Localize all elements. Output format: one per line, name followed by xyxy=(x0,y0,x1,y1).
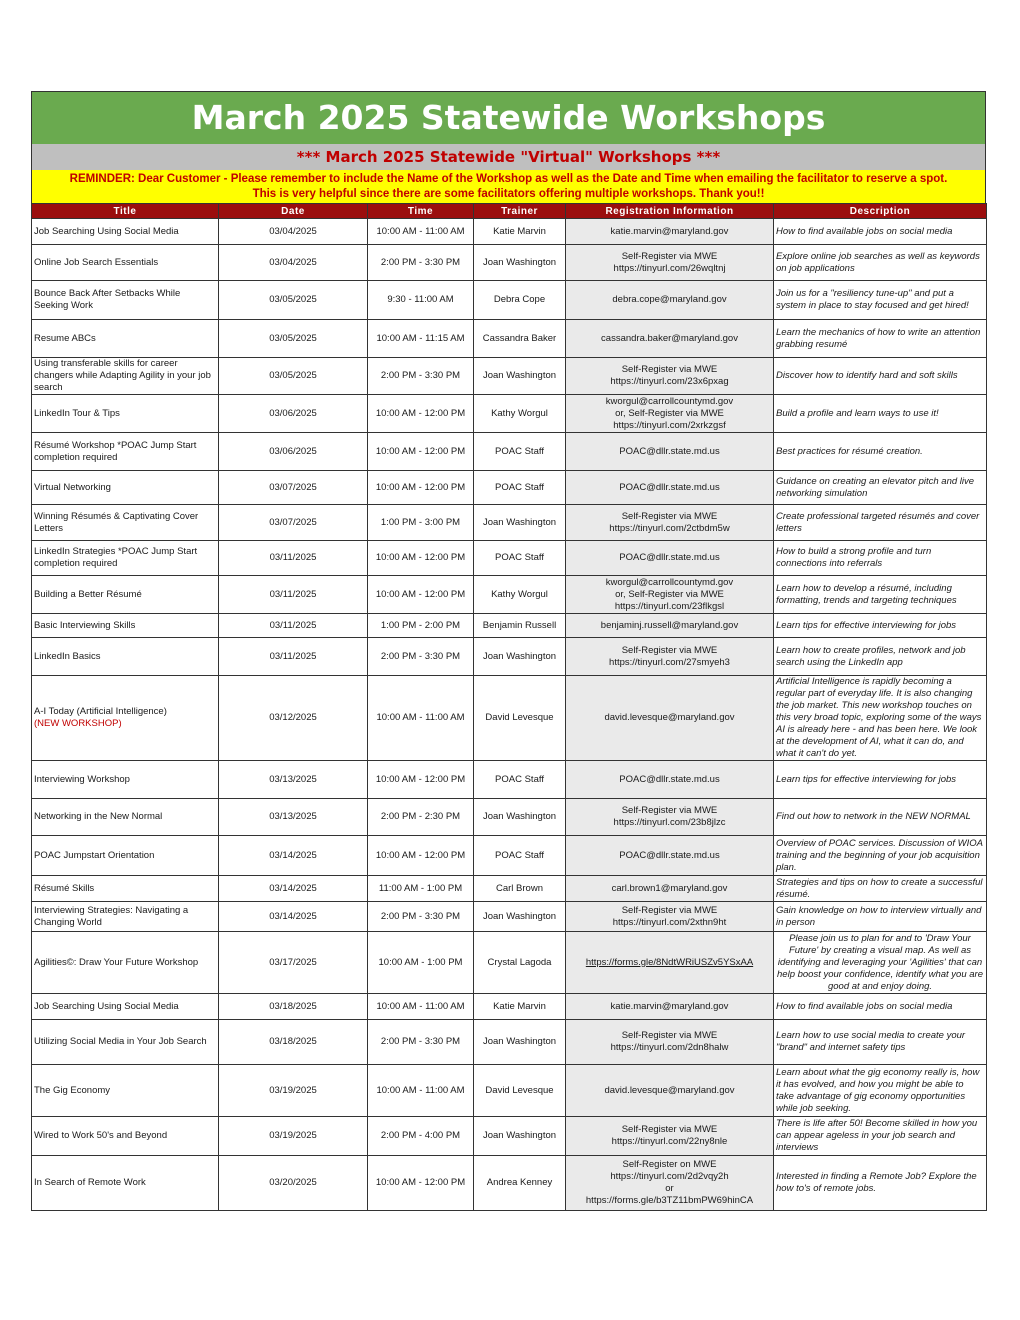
registration-text: or xyxy=(665,1183,674,1194)
registration-text: Self-Register via MWE xyxy=(621,644,718,656)
workshop-title: Résumé Workshop *POAC Jump Start completion required xyxy=(34,439,197,463)
registration-link[interactable]: https://forms.gle/8NdtWRiUSZv5YSxAA xyxy=(585,956,754,968)
cell-trainer: Joan Washington xyxy=(474,902,566,932)
cell-description: Strategies and tips on how to create a successful résumé. xyxy=(774,876,987,902)
workshop-title: POAC Jumpstart Orientation xyxy=(34,849,155,861)
reminder-banner xyxy=(31,170,986,203)
column-header-registration: Registration Information xyxy=(566,204,774,219)
cell-title xyxy=(32,281,219,320)
cell-title xyxy=(32,1156,219,1211)
cell-date: 03/05/2025 xyxy=(219,320,368,358)
registration-link[interactable]: kworgul@carrollcountymd.gov xyxy=(605,395,734,407)
registration-link[interactable]: POAC@dllr.state.md.us xyxy=(619,552,720,563)
registration-link[interactable]: https://tinyurl.com/27smyeh3 xyxy=(609,656,730,668)
cell-description: Guidance on creating an elevator pitch and live networking simulation xyxy=(774,471,987,505)
registration-link[interactable]: https://tinyurl.com/2d2vqy2h xyxy=(610,1171,729,1182)
table-row xyxy=(32,576,987,614)
cell-title xyxy=(32,320,219,358)
registration-link[interactable]: david.levesque@maryland.gov xyxy=(604,1084,735,1096)
cell-registration xyxy=(566,638,774,676)
workshop-sheet xyxy=(31,91,986,1211)
cell-date: 03/07/2025 xyxy=(219,505,368,541)
reminder-line-1: REMINDER: Dear Customer - Please remember to include the Name of the Workshop as well as the Date and Time when emailing the facilitator to reserve a spot. xyxy=(69,173,948,185)
cell-title xyxy=(32,576,219,614)
cell-description: Gain knowledge on how to interview virtually and in person xyxy=(774,902,987,932)
cell-date: 03/18/2025 xyxy=(219,1020,368,1065)
table-row xyxy=(32,541,987,576)
cell-registration xyxy=(566,902,774,932)
workshop-title: Utilizing Social Media in Your Job Search xyxy=(34,1036,207,1047)
workshop-title: Basic Interviewing Skills xyxy=(34,619,136,631)
registration-link[interactable]: katie.marvin@maryland.gov xyxy=(610,225,729,237)
registration-text: Self-Register via MWE xyxy=(621,364,718,375)
workshop-title: LinkedIn Strategies *POAC Jump Start completion required xyxy=(34,546,198,569)
workshop-title: Networking in the New Normal xyxy=(34,811,163,822)
cell-description: Artificial Intelligence is rapidly becoming a regular part of everyday life. It is also changing the job market. This new workshop touches on this very broad topic, exploring some of the ways AI is already here - and has been here. We look at the development of AI, what it can do, and what it can't do yet. xyxy=(774,676,987,761)
cell-trainer: Carl Brown xyxy=(474,876,566,902)
registration-text: Self-Register on MWE xyxy=(622,1159,717,1170)
workshop-title: The Gig Economy xyxy=(34,1084,111,1096)
cell-time: 10:00 AM - 12:00 PM xyxy=(368,1156,474,1211)
cell-date: 03/18/2025 xyxy=(219,994,368,1020)
table-body xyxy=(32,219,987,1211)
table-row xyxy=(32,994,987,1020)
workshop-table xyxy=(31,203,987,1211)
cell-trainer: Joan Washington xyxy=(474,245,566,281)
table-row xyxy=(32,1156,987,1211)
cell-registration xyxy=(566,320,774,358)
workshop-title: LinkedIn Tour & Tips xyxy=(34,407,120,419)
cell-registration xyxy=(566,799,774,836)
cell-registration xyxy=(566,932,774,994)
registration-link[interactable]: debra.cope@maryland.gov xyxy=(612,294,727,305)
reminder-line-2: This is very helpful since there are some facilitators offering multiple workshops. Thank you!! xyxy=(252,188,765,200)
cell-description: Join us for a "resiliency tune-up" and put a system in place to stay focused and get hired! xyxy=(774,281,987,320)
cell-date: 03/04/2025 xyxy=(219,219,368,245)
registration-link[interactable]: benjaminj.russell@maryland.gov xyxy=(600,619,739,631)
cell-title xyxy=(32,676,219,761)
cell-trainer: POAC Staff xyxy=(474,836,566,876)
cell-trainer: David Levesque xyxy=(474,676,566,761)
workshop-title: Résumé Skills xyxy=(34,882,95,894)
cell-date: 03/14/2025 xyxy=(219,902,368,932)
cell-time: 2:00 PM - 3:30 PM xyxy=(368,245,474,281)
registration-link[interactable]: https://tinyurl.com/2xthn9ht xyxy=(612,916,727,928)
registration-link[interactable]: https://tinyurl.com/23x6pxag xyxy=(610,376,729,387)
workshop-title: Interviewing Strategies: Navigating a Changing World xyxy=(34,904,189,928)
cell-time: 10:00 AM - 1:00 PM xyxy=(368,932,474,994)
cell-time: 10:00 AM - 11:15 AM xyxy=(368,320,474,358)
cell-time: 10:00 AM - 11:00 AM xyxy=(368,676,474,761)
workshop-title: Wired to Work 50's and Beyond xyxy=(34,1130,168,1141)
cell-date: 03/06/2025 xyxy=(219,395,368,433)
cell-trainer: Cassandra Baker xyxy=(474,320,566,358)
registration-text: or, Self-Register via MWE xyxy=(615,407,724,419)
cell-trainer: Debra Cope xyxy=(474,281,566,320)
cell-time: 2:00 PM - 3:30 PM xyxy=(368,902,474,932)
cell-date: 03/11/2025 xyxy=(219,541,368,576)
cell-title xyxy=(32,1065,219,1117)
cell-description: Learn about what the gig economy really is, how it has evolved, and how you might be able to take advantage of gig economy opportunities while job seeking. xyxy=(774,1065,987,1117)
cell-title xyxy=(32,994,219,1020)
cell-time: 10:00 AM - 11:00 AM xyxy=(368,1065,474,1117)
registration-link[interactable]: https://tinyurl.com/2dn8halw xyxy=(610,1042,729,1053)
cell-title xyxy=(32,505,219,541)
cell-trainer: Joan Washington xyxy=(474,799,566,836)
cell-description: Build a profile and learn ways to use it! xyxy=(774,395,987,433)
cell-title xyxy=(32,876,219,902)
cell-title xyxy=(32,219,219,245)
cell-registration xyxy=(566,994,774,1020)
cell-description: How to find available jobs on social media xyxy=(774,219,987,245)
cell-registration xyxy=(566,1020,774,1065)
table-row xyxy=(32,358,987,395)
cell-time: 2:00 PM - 4:00 PM xyxy=(368,1117,474,1156)
cell-registration xyxy=(566,1065,774,1117)
registration-link[interactable]: https://forms.gle/b3TZ11bmPW69hinCA xyxy=(585,1195,754,1206)
table-header-row xyxy=(32,204,987,219)
table-row xyxy=(32,471,987,505)
cell-time: 9:30 - 11:00 AM xyxy=(368,281,474,320)
cell-trainer: POAC Staff xyxy=(474,541,566,576)
cell-date: 03/05/2025 xyxy=(219,281,368,320)
cell-registration xyxy=(566,876,774,902)
registration-link[interactable]: POAC@dllr.state.md.us xyxy=(619,445,720,457)
cell-description: Learn tips for effective interviewing for jobs xyxy=(774,761,987,799)
cell-registration xyxy=(566,1117,774,1156)
cell-trainer: Joan Washington xyxy=(474,638,566,676)
cell-registration xyxy=(566,676,774,761)
cell-time: 2:00 PM - 3:30 PM xyxy=(368,638,474,676)
cell-trainer: Kathy Worgul xyxy=(474,576,566,614)
workshop-title: Job Searching Using Social Media xyxy=(34,225,179,237)
column-header-date: Date xyxy=(219,204,368,219)
workshop-title: Agilities©: Draw Your Future Workshop xyxy=(34,956,199,968)
workshop-title: Winning Résumés & Captivating Cover Letters xyxy=(34,510,199,534)
workshop-title: LinkedIn Basics xyxy=(34,650,101,662)
cell-time: 10:00 AM - 12:00 PM xyxy=(368,761,474,799)
cell-time: 10:00 AM - 12:00 PM xyxy=(368,433,474,471)
cell-description: Learn tips for effective interviewing for jobs xyxy=(774,614,987,638)
cell-description: Learn how to create profiles, network and job search using the LinkedIn app xyxy=(774,638,987,676)
cell-time: 10:00 AM - 12:00 PM xyxy=(368,576,474,614)
cell-trainer: Benjamin Russell xyxy=(474,614,566,638)
cell-registration xyxy=(566,541,774,576)
registration-link[interactable]: POAC@dllr.state.md.us xyxy=(619,773,720,785)
cell-description: Overview of POAC services. Discussion of WIOA training and the beginning of your job acquisition plan. xyxy=(774,836,987,876)
cell-title xyxy=(32,799,219,836)
cell-trainer: Kathy Worgul xyxy=(474,395,566,433)
cell-registration xyxy=(566,433,774,471)
registration-link[interactable]: david.levesque@maryland.gov xyxy=(604,712,735,723)
cell-time: 2:00 PM - 3:30 PM xyxy=(368,1020,474,1065)
cell-registration xyxy=(566,245,774,281)
cell-title xyxy=(32,395,219,433)
workshop-title: Online Job Search Essentials xyxy=(34,256,159,268)
cell-trainer: POAC Staff xyxy=(474,471,566,505)
column-header-trainer: Trainer xyxy=(474,204,566,219)
cell-description: Discover how to identify hard and soft skills xyxy=(774,358,987,395)
table-row xyxy=(32,799,987,836)
column-header-title: Title xyxy=(32,204,219,219)
cell-registration xyxy=(566,836,774,876)
cell-description: Please join us to plan for and to 'Draw Your Future' by creating a visual map. As well as identifying and leveraging your 'Agilities' that can help boost your confidence, identify what you are good at and enjoy doing. xyxy=(774,932,987,994)
workshop-title: Resume ABCs xyxy=(34,332,96,344)
cell-title xyxy=(32,1020,219,1065)
cell-registration xyxy=(566,614,774,638)
workshop-title: Interviewing Workshop xyxy=(34,773,130,785)
registration-link[interactable]: katie.marvin@maryland.gov xyxy=(610,1000,729,1012)
cell-title xyxy=(32,932,219,994)
table-row xyxy=(32,281,987,320)
cell-date: 03/07/2025 xyxy=(219,471,368,505)
cell-description: Best practices for résumé creation. xyxy=(774,433,987,471)
cell-description: There is life after 50! Become skilled in how you can appear ageless in your job search and interviews xyxy=(774,1117,987,1156)
new-workshop-badge: (NEW WORKSHOP) xyxy=(34,718,122,729)
column-header-description: Description xyxy=(774,204,987,219)
cell-title xyxy=(32,902,219,932)
cell-title xyxy=(32,358,219,395)
cell-description: Create professional targeted résumés and cover letters xyxy=(774,505,987,541)
cell-date: 03/11/2025 xyxy=(219,576,368,614)
cell-title xyxy=(32,541,219,576)
cell-title xyxy=(32,761,219,799)
table-row xyxy=(32,1065,987,1117)
cell-time: 10:00 AM - 12:00 PM xyxy=(368,395,474,433)
table-row xyxy=(32,320,987,358)
registration-link[interactable]: cassandra.baker@maryland.gov xyxy=(601,332,738,344)
cell-time: 10:00 AM - 11:00 AM xyxy=(368,219,474,245)
cell-date: 03/06/2025 xyxy=(219,433,368,471)
cell-description: Interested in finding a Remote Job? Explore the how to's of remote jobs. xyxy=(774,1156,987,1211)
registration-link[interactable]: POAC@dllr.state.md.us xyxy=(619,481,720,493)
table-row xyxy=(32,876,987,902)
registration-link[interactable]: https://tinyurl.com/2xrkzgsf xyxy=(613,419,726,431)
table-row xyxy=(32,433,987,471)
cell-registration xyxy=(566,358,774,395)
cell-registration xyxy=(566,576,774,614)
table-row xyxy=(32,614,987,638)
workshop-title: Using transferable skills for career changers while Adapting Agility in your job search xyxy=(34,358,211,393)
cell-registration xyxy=(566,761,774,799)
table-row xyxy=(32,761,987,799)
column-header-time: Time xyxy=(368,204,474,219)
workshop-title: A-I Today (Artificial Intelligence) xyxy=(34,706,167,717)
table-row xyxy=(32,902,987,932)
table-row xyxy=(32,505,987,541)
registration-text: Self-Register via MWE xyxy=(621,904,718,916)
cell-trainer: David Levesque xyxy=(474,1065,566,1117)
cell-title xyxy=(32,836,219,876)
cell-date: 03/14/2025 xyxy=(219,876,368,902)
cell-description: How to find available jobs on social media xyxy=(774,994,987,1020)
table-row xyxy=(32,932,987,994)
table-row xyxy=(32,836,987,876)
cell-date: 03/14/2025 xyxy=(219,836,368,876)
table-row xyxy=(32,1117,987,1156)
table-row xyxy=(32,1020,987,1065)
cell-time: 11:00 AM - 1:00 PM xyxy=(368,876,474,902)
table-row xyxy=(32,245,987,281)
cell-time: 10:00 AM - 12:00 PM xyxy=(368,836,474,876)
cell-registration xyxy=(566,281,774,320)
registration-text: Self-Register via MWE xyxy=(621,1124,718,1135)
cell-date: 03/17/2025 xyxy=(219,932,368,994)
page-title: March 2025 Statewide Workshops xyxy=(31,91,986,144)
cell-trainer: POAC Staff xyxy=(474,761,566,799)
registration-text: or, Self-Register via MWE xyxy=(615,588,724,600)
cell-registration xyxy=(566,505,774,541)
registration-link[interactable]: https://tinyurl.com/23flkgsl xyxy=(614,600,725,612)
cell-trainer: Andrea Kenney xyxy=(474,1156,566,1211)
cell-date: 03/05/2025 xyxy=(219,358,368,395)
cell-registration xyxy=(566,219,774,245)
table-row xyxy=(32,676,987,761)
table-row xyxy=(32,219,987,245)
cell-title xyxy=(32,1117,219,1156)
registration-link[interactable]: https://tinyurl.com/2ctbdm5w xyxy=(609,522,730,534)
cell-description: How to build a strong profile and turn connections into referrals xyxy=(774,541,987,576)
workshop-title: Building a Better Résumé xyxy=(34,588,142,600)
cell-time: 1:00 PM - 2:00 PM xyxy=(368,614,474,638)
workshop-title: In Search of Remote Work xyxy=(34,1177,146,1188)
cell-title xyxy=(32,614,219,638)
cell-trainer: Katie Marvin xyxy=(474,219,566,245)
cell-trainer: POAC Staff xyxy=(474,433,566,471)
workshop-title: Bounce Back After Setbacks While Seeking Work xyxy=(34,288,181,311)
cell-trainer: Joan Washington xyxy=(474,358,566,395)
cell-trainer: Joan Washington xyxy=(474,1117,566,1156)
cell-date: 03/20/2025 xyxy=(219,1156,368,1211)
registration-link[interactable]: https://tinyurl.com/23b8jlzc xyxy=(613,817,726,828)
cell-date: 03/12/2025 xyxy=(219,676,368,761)
cell-description: Learn how to use social media to create your "brand" and internet safety tips xyxy=(774,1020,987,1065)
cell-title xyxy=(32,245,219,281)
registration-link[interactable]: kworgul@carrollcountymd.gov xyxy=(605,576,734,588)
registration-link[interactable]: carl.brown1@maryland.gov xyxy=(611,882,728,894)
workshop-title: Job Searching Using Social Media xyxy=(34,1000,179,1012)
cell-date: 03/11/2025 xyxy=(219,638,368,676)
cell-trainer: Joan Washington xyxy=(474,1020,566,1065)
page-subtitle: *** March 2025 Statewide "Virtual" Workshops *** xyxy=(31,144,986,170)
cell-date: 03/13/2025 xyxy=(219,799,368,836)
cell-date: 03/11/2025 xyxy=(219,614,368,638)
cell-time: 2:00 PM - 3:30 PM xyxy=(368,358,474,395)
cell-time: 10:00 AM - 12:00 PM xyxy=(368,541,474,576)
cell-date: 03/04/2025 xyxy=(219,245,368,281)
cell-description: Learn the mechanics of how to write an attention grabbing resumé xyxy=(774,320,987,358)
cell-description: Explore online job searches as well as keywords on job applications xyxy=(774,245,987,281)
cell-title xyxy=(32,471,219,505)
cell-registration xyxy=(566,1156,774,1211)
cell-registration xyxy=(566,395,774,433)
cell-time: 1:00 PM - 3:00 PM xyxy=(368,505,474,541)
cell-date: 03/19/2025 xyxy=(219,1065,368,1117)
registration-link[interactable]: https://tinyurl.com/26wqltnj xyxy=(613,262,726,274)
cell-time: 10:00 AM - 11:00 AM xyxy=(368,994,474,1020)
cell-date: 03/13/2025 xyxy=(219,761,368,799)
registration-link[interactable]: POAC@dllr.state.md.us xyxy=(619,849,720,861)
registration-text: Self-Register via MWE xyxy=(621,805,718,816)
cell-date: 03/19/2025 xyxy=(219,1117,368,1156)
table-row xyxy=(32,638,987,676)
cell-registration xyxy=(566,471,774,505)
registration-text: Self-Register via MWE xyxy=(621,1030,718,1041)
cell-title xyxy=(32,433,219,471)
cell-time: 10:00 AM - 12:00 PM xyxy=(368,471,474,505)
registration-link[interactable]: https://tinyurl.com/22ny8nle xyxy=(611,1136,728,1147)
cell-title xyxy=(32,638,219,676)
registration-text: Self-Register via MWE xyxy=(621,510,718,522)
cell-description: Find out how to network in the NEW NORMAL xyxy=(774,799,987,836)
cell-trainer: Katie Marvin xyxy=(474,994,566,1020)
table-row xyxy=(32,395,987,433)
cell-description: Learn how to develop a résumé, including formatting, trends and targeting techniques xyxy=(774,576,987,614)
cell-trainer: Joan Washington xyxy=(474,505,566,541)
registration-text: Self-Register via MWE xyxy=(621,250,718,262)
workshop-title: Virtual Networking xyxy=(34,481,111,493)
cell-trainer: Crystal Lagoda xyxy=(474,932,566,994)
cell-time: 2:00 PM - 2:30 PM xyxy=(368,799,474,836)
